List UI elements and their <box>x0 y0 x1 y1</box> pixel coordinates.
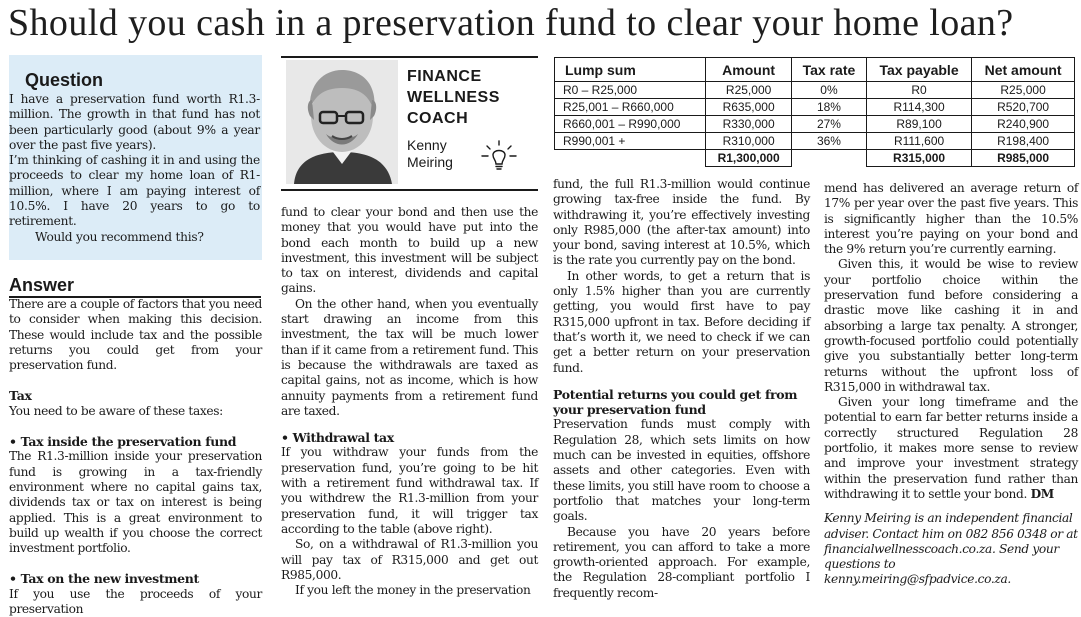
article-column-1 <box>9 297 262 617</box>
table-cell <box>791 150 866 167</box>
article-paragraph: Given this, it would be wise to review your portfolio choice within the preservation fund before considering a drastic move like cashing it in and absorbing a large tax penalty. A stronger, growth-focused portfolio could potentially give you substantially better long-term returns without the upfront loss of R315,000 in withdrawal tax. <box>824 257 1078 394</box>
question-heading: Question <box>25 70 104 90</box>
article-paragraph: Because you have 20 years before retirement, you can afford to take a more growth-oriented approach. For example, the Regulation 28-compliant portfolio I frequently recom- <box>553 524 810 600</box>
article-paragraph: The R1.3-million inside your preservation fund is growing in a tax-friendly environment where no capital gains tax, dividends tax or tax on interest is being applied. This is a great environment to build up wealth if you choose the correct investment portfolio. <box>9 449 262 556</box>
article-column-2 <box>281 205 538 598</box>
tax-table <box>554 57 1075 169</box>
question-body <box>9 92 260 245</box>
table-header: Net amount <box>972 58 1075 82</box>
table-cell: R990,001 + <box>555 133 706 150</box>
question-paragraph: I have a preservation fund worth R1.3-million. The growth in that fund has not been particularly good (about 9% a year over the past five years). <box>9 92 260 152</box>
question-paragraph: I’m thinking of cashing it in and using the proceeds to clear my home loan of R1-million, where I am paying interest of 10.5%. I have 20 years to go to retirement. <box>9 153 260 229</box>
table-cell: R25,000 <box>972 82 1075 99</box>
table-cell: R111,600 <box>866 133 971 150</box>
table-total-row <box>555 150 1075 167</box>
table-total-cell: R315,000 <box>866 150 971 167</box>
article-paragraph: mend has delivered an average return of 17% per year over the past five years. This is significantly higher than the 10.5% interest you’re paying on your bond and the 9% return you’re currently earning. <box>824 181 1078 257</box>
table-header: Amount <box>706 58 792 82</box>
article-paragraph: You need to be aware of these taxes: <box>9 403 223 418</box>
subsection-heading: Potential returns you could get from your preservation fund <box>553 386 798 418</box>
article-paragraph: If you use the proceeds of your preservation <box>9 586 262 617</box>
table-cell: 36% <box>791 133 866 150</box>
table-cell: 18% <box>791 99 866 116</box>
table-header: Tax rate <box>791 58 866 82</box>
subsection-heading: • Tax on the new investment <box>9 571 199 587</box>
signoff: DM <box>1030 486 1054 501</box>
table-header: Tax payable <box>866 58 971 82</box>
table-cell: R330,000 <box>706 116 792 133</box>
table-cell: R198,400 <box>972 133 1075 150</box>
column-title-line: FINANCE <box>407 68 482 85</box>
column-title <box>407 66 500 129</box>
table-cell: R310,000 <box>706 133 792 150</box>
table-cell: 0% <box>791 82 866 99</box>
page-title: Should you cash in a preservation fund to clear your home loan? <box>8 2 1014 44</box>
article-paragraph: On the other hand, when you eventually start drawing an income from this investment, the tax will be much lower than if it came from a retirement fund. This is because the withdrawals are taxed as capital gains, not as income, which is how annuity payments from a retirement fund are taxed. <box>281 296 538 418</box>
subsection-heading: • Tax inside the preservation fund <box>9 434 237 450</box>
table-header-row <box>555 58 1075 82</box>
column-title-line: COACH <box>407 110 469 127</box>
table-cell: 27% <box>791 116 866 133</box>
article-column-3 <box>553 177 810 601</box>
answer-heading: Answer <box>9 275 75 295</box>
table-cell: R240,900 <box>972 116 1075 133</box>
table-total-cell: R1,300,000 <box>706 150 792 167</box>
article-paragraph: fund to clear your bond and then use the money that you would have put into the bond each month to build up a new investment, this investment will be subject to tax on interest, dividends and capital gains. <box>281 205 538 296</box>
table-cell: R520,700 <box>972 99 1075 116</box>
table-cell: R25,000 <box>706 82 792 99</box>
table-cell: R25,001 – R660,000 <box>555 99 706 116</box>
author-portrait <box>286 60 398 184</box>
article-paragraph: fund, the full R1.3-million would continue growing tax-free inside the fund. By withdrawing it, you’re effectively investing only R985,000 (the after-tax amount) into your bond, saving interest at 10.5%, which is the rate you currently pay on the bond. <box>553 177 810 268</box>
section-heading: Tax <box>9 388 32 404</box>
table-cell: R89,100 <box>866 116 971 133</box>
table-cell: R635,000 <box>706 99 792 116</box>
author-name <box>407 137 453 171</box>
table-row <box>555 99 1075 116</box>
question-paragraph: Would you recommend this? <box>35 229 204 244</box>
subsection-heading: • Withdrawal tax <box>281 430 394 446</box>
author-first-name: Kenny <box>407 137 447 153</box>
table-total-cell: R985,000 <box>972 150 1075 167</box>
article-paragraph <box>824 395 1078 502</box>
table-cell: R660,001 – R990,000 <box>555 116 706 133</box>
table-cell <box>555 150 706 167</box>
article-paragraph: There are a couple of factors that you need to consider when making this decision. These would include tax and the possible returns you could get from your preservation fund. <box>9 297 262 373</box>
table-cell: R0 – R25,000 <box>555 82 706 99</box>
table-cell: R114,300 <box>866 99 971 116</box>
table-row <box>555 116 1075 133</box>
lightbulb-icon <box>478 138 520 174</box>
column-title-line: WELLNESS <box>407 89 500 106</box>
article-column-4 <box>824 181 1078 588</box>
article-text: Given your long timeframe and the potential to earn far better returns inside a correctly structured Regulation 28 portfolio, it makes more sense to review and improve your investment strategy within the preservation fund rather than withdrawing it to settle your bond. <box>824 395 1078 501</box>
table-row <box>555 133 1075 150</box>
table-row <box>555 82 1075 99</box>
article-paragraph: So, on a withdrawal of R1.3-million you will pay tax of R315,000 and get out R985,000. <box>281 537 538 582</box>
author-last-name: Meiring <box>407 154 453 170</box>
article-paragraph: Preservation funds must comply with Regulation 28, which sets limits on how much can be invested in equities, offshore assets and other categories. Even with these limits, you still have room to choose a portfolio that matches your long-term goals. <box>553 417 810 524</box>
table-header: Lump sum <box>555 58 706 82</box>
article-paragraph: If you withdraw your funds from the preservation fund, you’re going to be hit with a retirement fund withdrawal tax. If you withdrew the R1.3-million from your preservation fund, it will trigger tax according to the table (above right). <box>281 445 538 536</box>
article-paragraph: In other words, to get a return that is only 1.5% higher than you are currently getting, you would first have to pay R315,000 upfront in tax. Before deciding if that’s worth it, we need to check if we can get a better return on your preservation fund. <box>553 268 810 375</box>
article-paragraph: If you left the money in the preservation <box>295 583 531 598</box>
author-bio: Kenny Meiring is an independent financial adviser. Contact him on 082 856 0348 or at financialwellnesscoach.co.za. Send your questions to kenny.meiring@sfpadvice.co.za. <box>824 511 1078 587</box>
table-cell: R0 <box>866 82 971 99</box>
